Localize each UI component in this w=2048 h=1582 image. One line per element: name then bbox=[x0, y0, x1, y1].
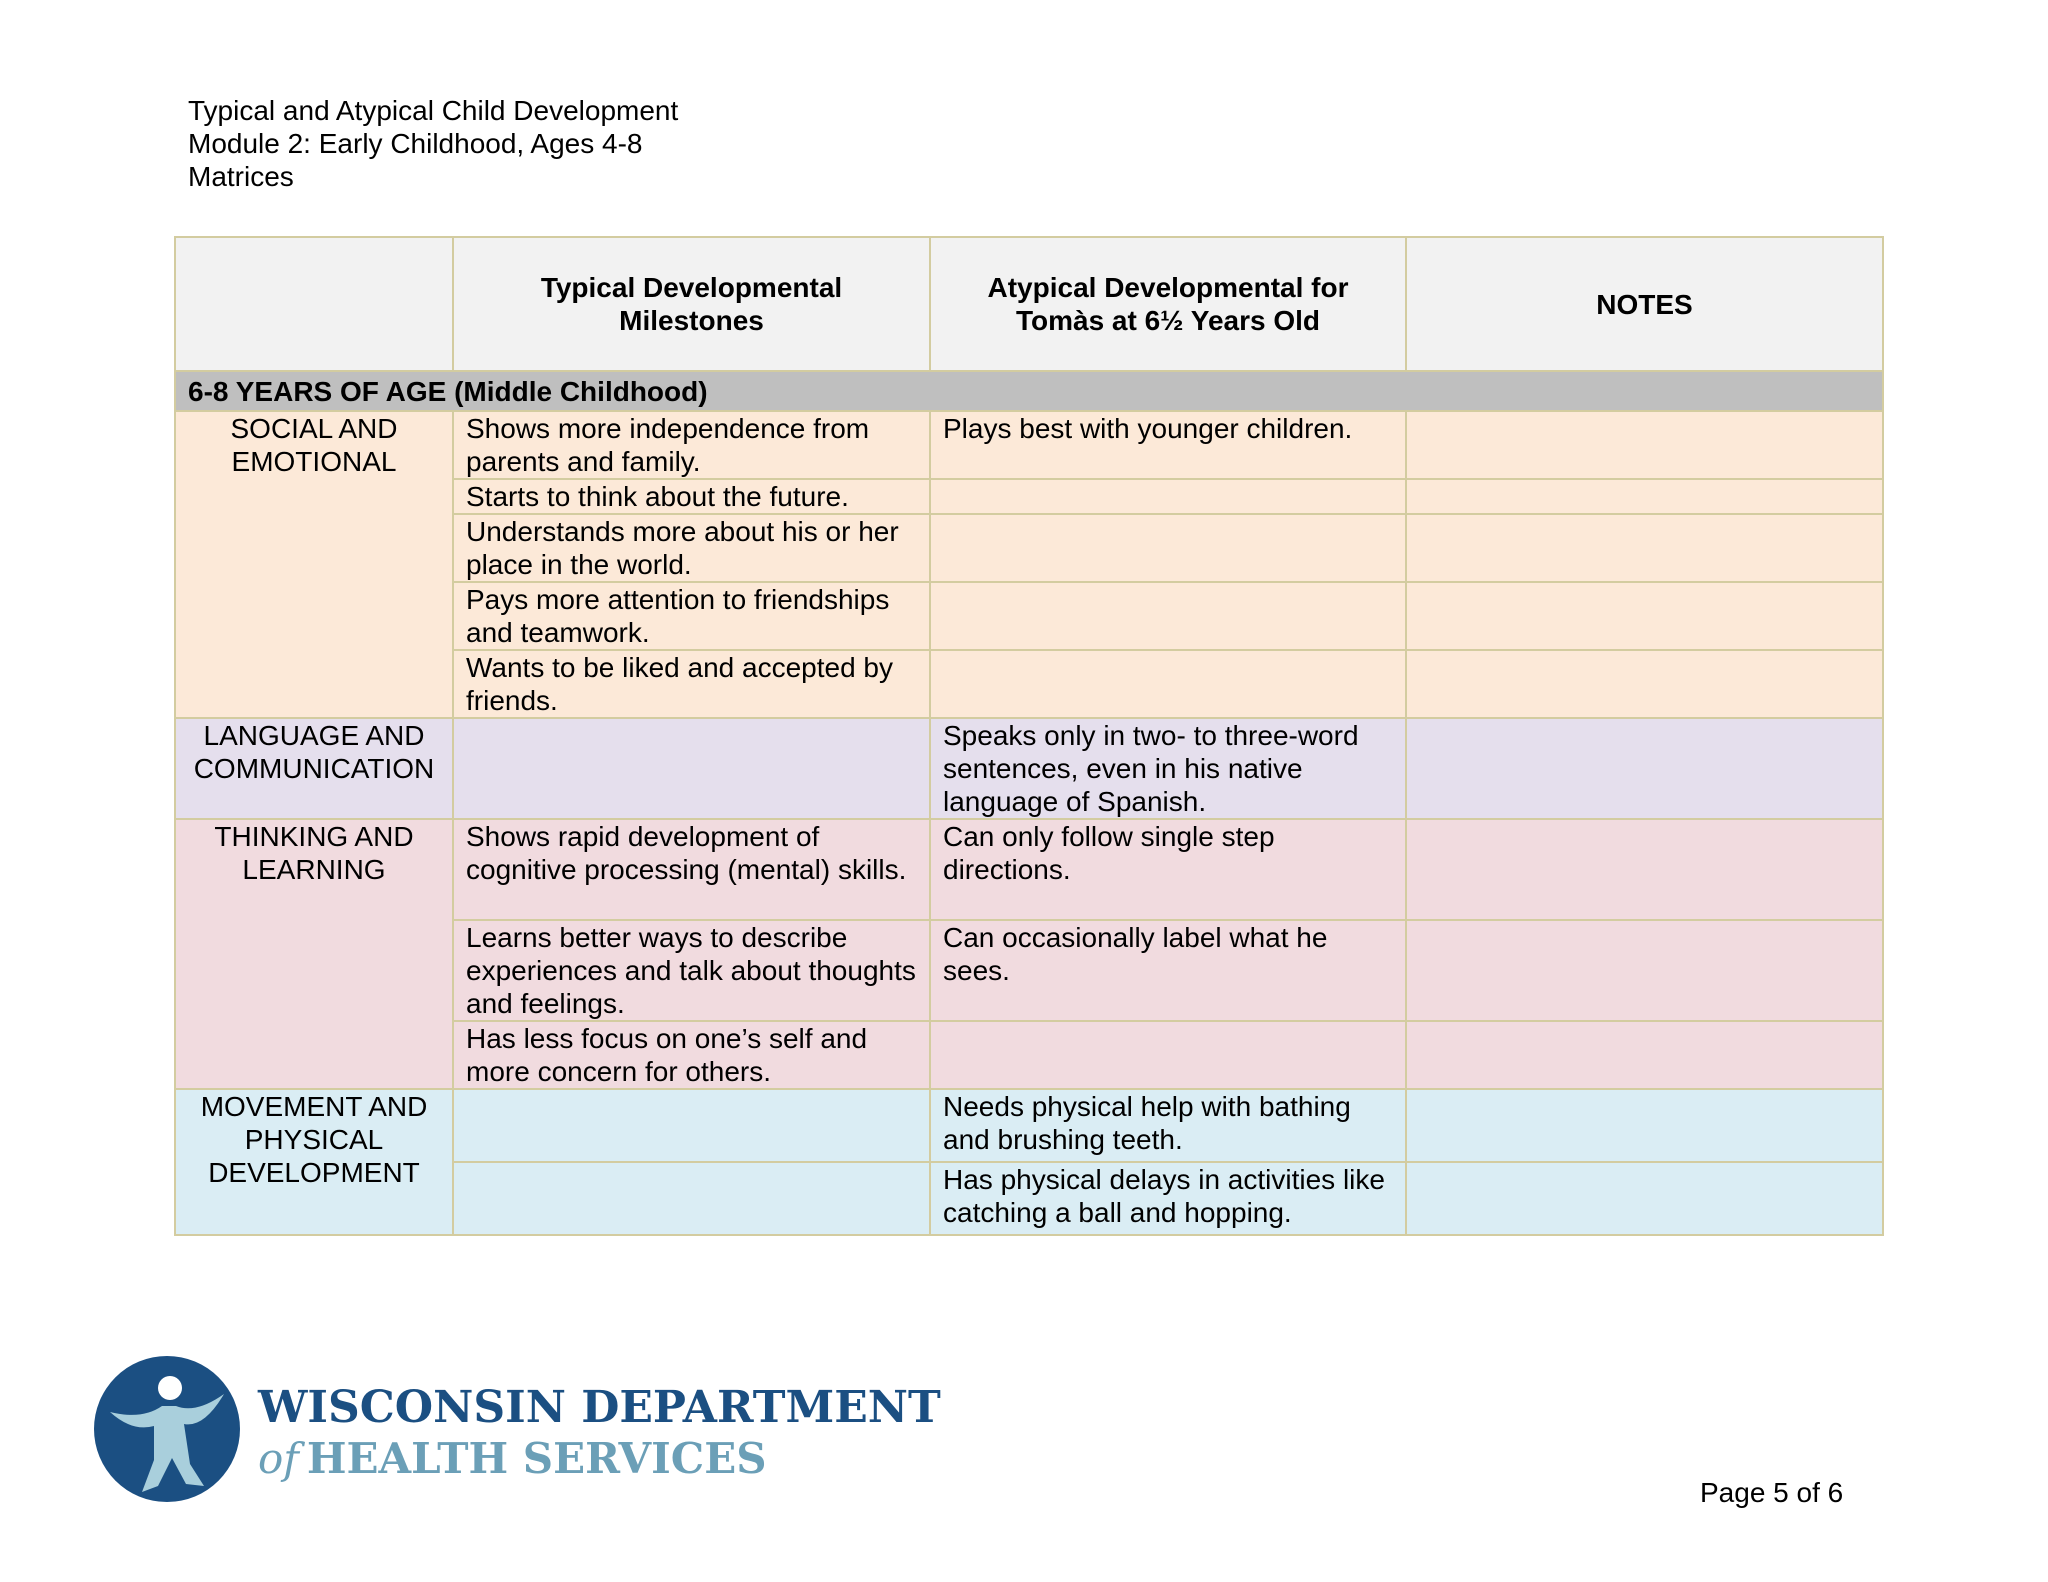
typical-cell bbox=[453, 718, 930, 819]
category-thinking-learning: THINKING AND LEARNING bbox=[175, 819, 453, 1089]
logo-of: of bbox=[258, 1434, 299, 1483]
column-header-row bbox=[175, 237, 1883, 371]
atypical-cell: Has physical delays in activities like catching a ball and hopping. bbox=[930, 1162, 1406, 1235]
column-header-atypical: Atypical Developmental for Tomàs at 6½ Years Old bbox=[930, 237, 1406, 371]
notes-cell[interactable] bbox=[1406, 650, 1883, 718]
category-movement-physical: MOVEMENT AND PHYSICAL DEVELOPMENT bbox=[175, 1089, 453, 1235]
notes-cell[interactable] bbox=[1406, 920, 1883, 1021]
logo-line-health-services bbox=[258, 1434, 767, 1483]
table-row bbox=[175, 411, 1883, 479]
column-header-typical: Typical Developmental Milestones bbox=[453, 237, 930, 371]
notes-cell[interactable] bbox=[1406, 514, 1883, 582]
typical-cell: Has less focus on one’s self and more concern for others. bbox=[453, 1021, 930, 1089]
table-row bbox=[175, 1089, 1883, 1162]
development-matrix bbox=[174, 236, 1884, 1236]
notes-cell[interactable] bbox=[1406, 479, 1883, 514]
document-header bbox=[188, 94, 678, 193]
notes-cell[interactable] bbox=[1406, 1089, 1883, 1162]
dhs-logo bbox=[92, 1354, 941, 1504]
atypical-cell bbox=[930, 582, 1406, 650]
age-section-row bbox=[175, 371, 1883, 411]
header-title: Typical and Atypical Child Development bbox=[188, 95, 679, 126]
typical-cell bbox=[453, 1089, 930, 1162]
header-module: Module 2: Early Childhood, Ages 4-8 bbox=[188, 128, 643, 159]
table-row bbox=[175, 718, 1883, 819]
dhs-figure-icon bbox=[92, 1354, 242, 1504]
logo-line-department: WISCONSIN DEPARTMENT bbox=[258, 1382, 941, 1433]
typical-cell bbox=[453, 1162, 930, 1235]
atypical-cell: Can only follow single step directions. bbox=[930, 819, 1406, 920]
age-section-label: 6-8 YEARS OF AGE (Middle Childhood) bbox=[175, 371, 1883, 411]
notes-cell[interactable] bbox=[1406, 411, 1883, 479]
page-number: Page 5 of 6 bbox=[1700, 1477, 1844, 1508]
notes-cell[interactable] bbox=[1406, 1021, 1883, 1089]
atypical-cell bbox=[930, 479, 1406, 514]
typical-cell: Shows rapid development of cognitive processing (mental) skills. bbox=[453, 819, 930, 920]
notes-cell[interactable] bbox=[1406, 582, 1883, 650]
logo-health-services: HEALTH SERVICES bbox=[306, 1434, 767, 1483]
typical-cell: Starts to think about the future. bbox=[453, 479, 930, 514]
atypical-cell: Needs physical help with bathing and brushing teeth. bbox=[930, 1089, 1406, 1162]
category-social-emotional: SOCIAL AND EMOTIONAL bbox=[175, 411, 453, 718]
notes-cell[interactable] bbox=[1406, 819, 1883, 920]
typical-cell: Understands more about his or her place in the world. bbox=[453, 514, 930, 582]
notes-cell[interactable] bbox=[1406, 718, 1883, 819]
column-header-category bbox=[175, 237, 453, 371]
typical-cell: Pays more attention to friendships and teamwork. bbox=[453, 582, 930, 650]
atypical-cell: Plays best with younger children. bbox=[930, 411, 1406, 479]
atypical-cell: Speaks only in two- to three-word sentences, even in his native language of Spanish. bbox=[930, 718, 1406, 819]
column-header-notes: NOTES bbox=[1406, 237, 1883, 371]
table-row bbox=[175, 819, 1883, 920]
typical-cell: Wants to be liked and accepted by friends. bbox=[453, 650, 930, 718]
notes-cell[interactable] bbox=[1406, 1162, 1883, 1235]
typical-cell: Learns better ways to describe experiences and talk about thoughts and feelings. bbox=[453, 920, 930, 1021]
atypical-cell bbox=[930, 514, 1406, 582]
atypical-cell bbox=[930, 1021, 1406, 1089]
typical-cell: Shows more independence from parents and family. bbox=[453, 411, 930, 479]
atypical-cell bbox=[930, 650, 1406, 718]
category-language-communication: LANGUAGE AND COMMUNICATION bbox=[175, 718, 453, 819]
header-section: Matrices bbox=[188, 161, 294, 192]
atypical-cell: Can occasionally label what he sees. bbox=[930, 920, 1406, 1021]
